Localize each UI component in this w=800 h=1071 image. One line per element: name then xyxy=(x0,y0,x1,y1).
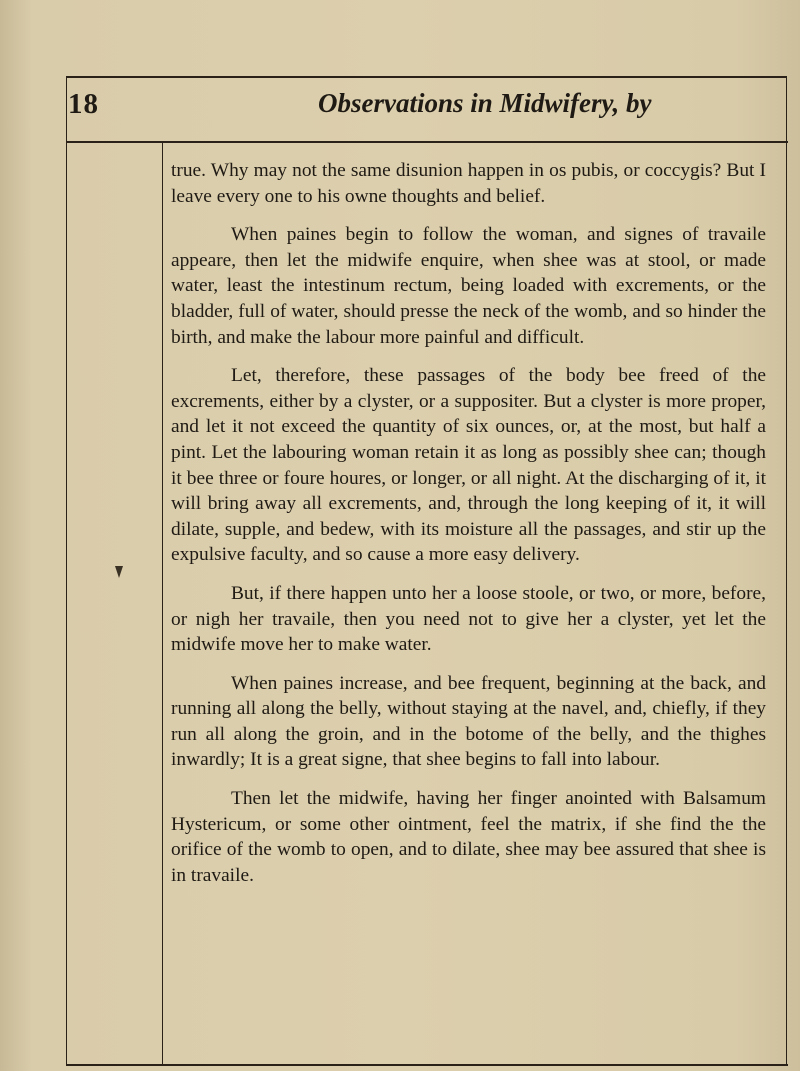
right-frame-line xyxy=(786,76,787,1066)
paragraph: But, if there happen unto her a loose stoole, or two, or more, before, or nigh her travaile, then you need not to give her a clyster, yet let the midwife move her to make water. xyxy=(171,582,766,656)
margin-mark xyxy=(115,566,123,578)
page-number: 18 xyxy=(68,88,99,120)
column-line xyxy=(162,143,163,1064)
header-rule xyxy=(66,141,788,143)
page-header xyxy=(0,88,800,128)
paragraph: Then let the midwife, having her finger anointed with Balsamum Hystericum, or some other ointment, feel the matrix, if she find the the orifice of the womb to open, and to dilate, shee may bee assured that shee is in travaile. xyxy=(171,788,766,886)
left-frame-line xyxy=(66,76,67,1064)
bottom-rule xyxy=(66,1064,788,1066)
running-title: Observations in Midwifery, by xyxy=(318,88,652,118)
paragraph: true. Why may not the same disunion happen in os pubis, or coccygis? But I leave every one to his owne thoughts and belief. xyxy=(171,160,766,207)
paragraph: When paines increase, and bee frequent, beginning at the back, and running all along the belly, without staying at the navel, and, chiefly, if they run all along the groin, and in the botome of the belly, and the thighes inwardly; It is a great signe, that shee begins to fall into labour. xyxy=(171,672,766,771)
paragraph: Let, therefore, these passages of the body bee freed of the excrements, either by a clyster, or a suppositer. But a clyster is more proper, and let it not exceed the quantity of six ounces, or, at the most, but half a pint. Let the labouring woman retain it as long as possibly shee can; though it bee three or foure houres, or longer, or all night. At the discharging of it, it will bring away all excrements, and, through the long keeping of it, it will dilate, supple, and bedew, with its moisture all the passages, and stir up the expulsive faculty, and so cause a more easy delivery. xyxy=(171,365,766,566)
body-text xyxy=(171,158,766,901)
paragraph: When paines begin to follow the woman, and signes of travaile appeare, then let the midwife enquire, when shee was at stool, or made water, least the intestinum rectum, being loaded with excrements, or the bladder, full of water, should presse the neck of the womb, and so hinder the birth, and make the labour more painful and difficult. xyxy=(171,224,766,348)
top-rule xyxy=(66,76,786,78)
